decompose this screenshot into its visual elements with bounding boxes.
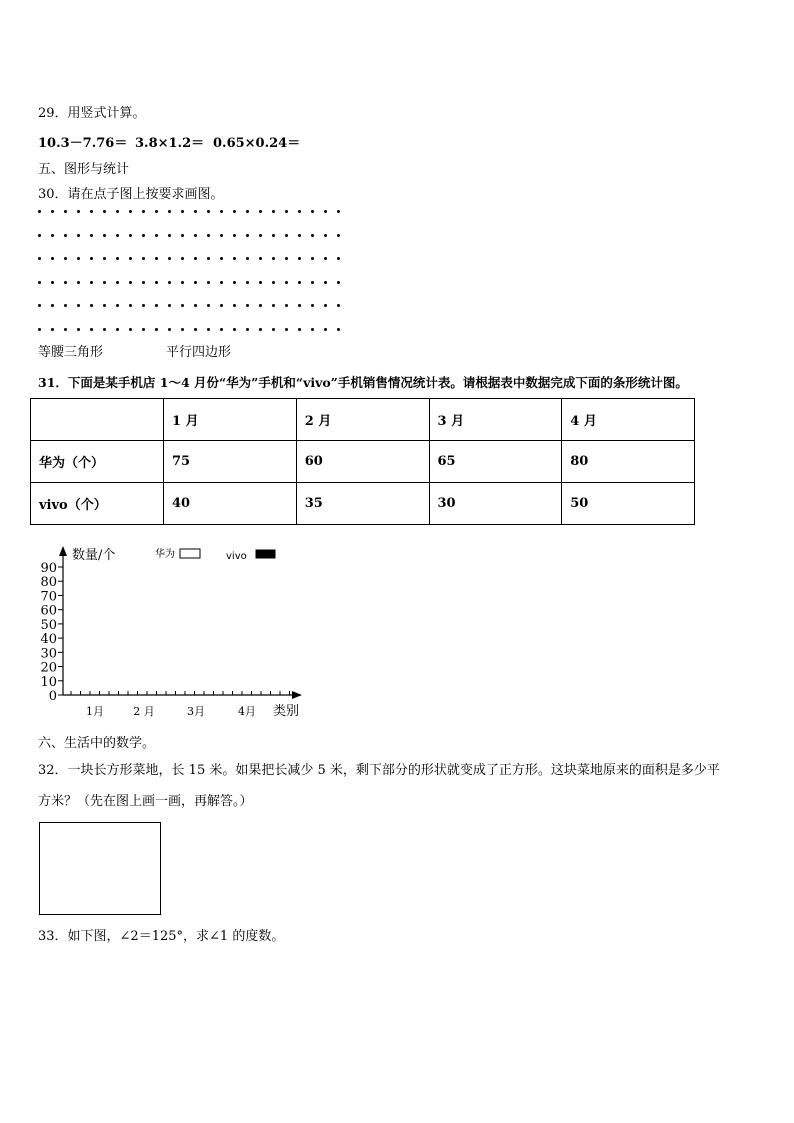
grid-dot[interactable] xyxy=(194,304,197,307)
grid-dot[interactable] xyxy=(77,257,80,260)
grid-dot[interactable] xyxy=(298,210,301,213)
grid-dot[interactable] xyxy=(51,281,54,284)
grid-dot[interactable] xyxy=(38,304,41,307)
table-cell: 40 xyxy=(164,483,297,525)
grid-dot[interactable] xyxy=(246,257,249,260)
table-header-cell: 1 月 xyxy=(164,399,297,441)
y-axis-arrow xyxy=(59,546,67,556)
legend-label-vivo: vivo xyxy=(226,551,247,562)
grid-dot[interactable] xyxy=(142,281,145,284)
bar-chart[interactable] xyxy=(30,538,320,723)
grid-dot[interactable] xyxy=(298,281,301,284)
grid-dot[interactable] xyxy=(246,304,249,307)
grid-dot[interactable] xyxy=(64,234,67,237)
grid-dot[interactable] xyxy=(168,328,171,331)
grid-dot[interactable] xyxy=(298,304,301,307)
legend-swatch-huawei xyxy=(180,549,200,558)
table-header-cell: 4 月 xyxy=(562,399,695,441)
grid-dot[interactable] xyxy=(155,234,158,237)
grid-dot[interactable] xyxy=(220,281,223,284)
grid-dot[interactable] xyxy=(194,281,197,284)
q30-label-parallelogram: 平行四边形 xyxy=(166,345,232,360)
grid-dot[interactable] xyxy=(233,328,236,331)
grid-dot[interactable] xyxy=(142,304,145,307)
table-cell: 80 xyxy=(562,441,695,483)
grid-dot[interactable] xyxy=(142,257,145,260)
grid-dot[interactable] xyxy=(155,304,158,307)
table-cell: 30 xyxy=(429,483,562,525)
grid-dot[interactable] xyxy=(129,328,132,331)
grid-dot[interactable] xyxy=(220,210,223,213)
grid-dot[interactable] xyxy=(103,257,106,260)
grid-dot[interactable] xyxy=(116,257,119,260)
grid-dot[interactable] xyxy=(38,210,41,213)
grid-dot[interactable] xyxy=(233,234,236,237)
grid-dot[interactable] xyxy=(103,234,106,237)
grid-dot[interactable] xyxy=(272,304,275,307)
table-header-cell xyxy=(31,399,164,441)
grid-dot[interactable] xyxy=(259,281,262,284)
y-tick-label: 60 xyxy=(40,603,57,619)
q29-title: 29．用竖式计算。 xyxy=(38,106,146,121)
grid-dot[interactable] xyxy=(259,234,262,237)
table-row xyxy=(31,483,695,525)
section-6-heading: 六、生活中的数学。 xyxy=(38,736,156,751)
grid-dot[interactable] xyxy=(233,304,236,307)
legend-swatch-vivo xyxy=(256,550,275,558)
grid-dot[interactable] xyxy=(116,328,119,331)
grid-dot[interactable] xyxy=(51,328,54,331)
y-tick-label: 10 xyxy=(40,674,57,690)
grid-dot[interactable] xyxy=(155,257,158,260)
grid-dot[interactable] xyxy=(155,328,158,331)
q31-title: 31．下面是某手机店 1～4 月份“华为”手机和“vivo”手机销售情况统计表。请根据表中数据完成下面的条形统计图。 xyxy=(38,375,688,390)
grid-dot[interactable] xyxy=(220,257,223,260)
row-label: 华为（个） xyxy=(31,441,164,483)
grid-dot[interactable] xyxy=(142,210,145,213)
grid-dot[interactable] xyxy=(246,234,249,237)
grid-dot[interactable] xyxy=(259,257,262,260)
grid-dot[interactable] xyxy=(311,210,314,213)
grid-dot[interactable] xyxy=(51,234,54,237)
y-tick-label: 70 xyxy=(40,589,57,605)
grid-dot[interactable] xyxy=(194,234,197,237)
y-axis-label: 数量/个 xyxy=(72,548,116,563)
grid-dot[interactable] xyxy=(207,210,210,213)
rectangle-drawing-box[interactable] xyxy=(39,822,161,915)
grid-dot[interactable] xyxy=(168,304,171,307)
grid-dot[interactable] xyxy=(51,210,54,213)
grid-dot[interactable] xyxy=(220,234,223,237)
grid-dot[interactable] xyxy=(194,257,197,260)
table-header-cell: 3 月 xyxy=(429,399,562,441)
grid-dot[interactable] xyxy=(51,304,54,307)
section-5-heading: 五、图形与统计 xyxy=(38,162,130,177)
grid-dot[interactable] xyxy=(311,304,314,307)
grid-dot[interactable] xyxy=(233,210,236,213)
grid-dot[interactable] xyxy=(272,328,275,331)
grid-dot[interactable] xyxy=(285,328,288,331)
grid-dot[interactable] xyxy=(285,210,288,213)
chart-axes xyxy=(59,546,302,719)
grid-dot[interactable] xyxy=(246,210,249,213)
grid-dot[interactable] xyxy=(246,328,249,331)
y-tick-label: 30 xyxy=(40,646,57,662)
x-category-label: 2 月 xyxy=(133,705,155,718)
grid-dot[interactable] xyxy=(181,257,184,260)
y-axis-ticks xyxy=(40,561,63,704)
x-category-label: 4月 xyxy=(238,705,256,718)
grid-dot[interactable] xyxy=(90,281,93,284)
grid-dot[interactable] xyxy=(168,257,171,260)
grid-dot[interactable] xyxy=(38,257,41,260)
grid-dot[interactable] xyxy=(233,257,236,260)
q30-label-isosceles-triangle: 等腰三角形 xyxy=(38,345,104,360)
grid-dot[interactable] xyxy=(311,257,314,260)
q30-title: 30．请在点子图上按要求画图。 xyxy=(38,187,224,202)
grid-dot[interactable] xyxy=(285,304,288,307)
grid-dot[interactable] xyxy=(181,328,184,331)
grid-dot[interactable] xyxy=(285,281,288,284)
grid-dot[interactable] xyxy=(285,234,288,237)
grid-dot[interactable] xyxy=(168,210,171,213)
grid-dot[interactable] xyxy=(90,328,93,331)
grid-dot[interactable] xyxy=(259,304,262,307)
x-axis-label: 类别 xyxy=(273,704,300,719)
grid-dot[interactable] xyxy=(103,210,106,213)
grid-dot[interactable] xyxy=(324,257,327,260)
row-label: vivo（个） xyxy=(31,483,164,525)
grid-dot[interactable] xyxy=(311,281,314,284)
grid-dot[interactable] xyxy=(194,328,197,331)
grid-dot[interactable] xyxy=(272,234,275,237)
grid-dot[interactable] xyxy=(337,328,340,331)
grid-dot[interactable] xyxy=(103,328,106,331)
grid-dot[interactable] xyxy=(38,234,41,237)
grid-dot[interactable] xyxy=(337,234,340,237)
y-tick-label: 80 xyxy=(40,575,57,591)
grid-dot[interactable] xyxy=(337,281,340,284)
grid-dot[interactable] xyxy=(129,210,132,213)
grid-dot[interactable] xyxy=(220,328,223,331)
grid-dot[interactable] xyxy=(194,210,197,213)
table-cell: 75 xyxy=(164,441,297,483)
y-tick-label: 20 xyxy=(40,660,57,676)
grid-dot[interactable] xyxy=(103,281,106,284)
q32-line-1: 32．一块长方形菜地，长 15 米。如果把长减少 5 米，剩下部分的形状就变成了正方形。这块菜地原来的面积是多少平 xyxy=(38,763,720,778)
y-tick-label: 90 xyxy=(40,561,57,576)
grid-dot[interactable] xyxy=(181,304,184,307)
grid-dot[interactable] xyxy=(324,210,327,213)
grid-dot[interactable] xyxy=(207,257,210,260)
grid-dot[interactable] xyxy=(64,328,67,331)
grid-dot[interactable] xyxy=(38,281,41,284)
grid-dot[interactable] xyxy=(259,328,262,331)
table-header-row xyxy=(31,399,695,441)
grid-dot[interactable] xyxy=(64,257,67,260)
grid-dot[interactable] xyxy=(77,328,80,331)
grid-dot[interactable] xyxy=(285,257,288,260)
grid-dot[interactable] xyxy=(181,234,184,237)
grid-dot[interactable] xyxy=(116,234,119,237)
grid-dot[interactable] xyxy=(77,281,80,284)
grid-dot[interactable] xyxy=(324,328,327,331)
grid-dot[interactable] xyxy=(129,281,132,284)
grid-dot[interactable] xyxy=(64,281,67,284)
grid-dot[interactable] xyxy=(64,304,67,307)
grid-dot[interactable] xyxy=(259,210,262,213)
grid-dot[interactable] xyxy=(246,281,249,284)
grid-dot[interactable] xyxy=(233,281,236,284)
grid-dot[interactable] xyxy=(181,281,184,284)
x-category-label: 3月 xyxy=(187,705,205,718)
grid-dot[interactable] xyxy=(155,281,158,284)
grid-dot[interactable] xyxy=(298,328,301,331)
grid-dot[interactable] xyxy=(155,210,158,213)
grid-dot[interactable] xyxy=(324,281,327,284)
y-tick-label: 50 xyxy=(40,617,57,633)
grid-dot[interactable] xyxy=(311,234,314,237)
table-cell: 60 xyxy=(296,441,429,483)
y-tick-label: 0 xyxy=(48,689,57,704)
grid-dot[interactable] xyxy=(298,257,301,260)
q29-expr-2: 3.8×1.2＝ xyxy=(135,136,205,151)
grid-dot[interactable] xyxy=(90,234,93,237)
sales-table xyxy=(30,398,695,525)
grid-dot[interactable] xyxy=(168,281,171,284)
grid-dot[interactable] xyxy=(207,281,210,284)
grid-dot[interactable] xyxy=(142,234,145,237)
grid-dot[interactable] xyxy=(77,304,80,307)
grid-dot[interactable] xyxy=(168,234,171,237)
grid-dot[interactable] xyxy=(298,234,301,237)
grid-dot[interactable] xyxy=(324,304,327,307)
grid-dot[interactable] xyxy=(103,304,106,307)
grid-dot[interactable] xyxy=(116,210,119,213)
grid-dot[interactable] xyxy=(142,328,145,331)
grid-dot[interactable] xyxy=(90,304,93,307)
grid-dot[interactable] xyxy=(90,210,93,213)
grid-dot[interactable] xyxy=(272,210,275,213)
grid-dot[interactable] xyxy=(220,304,223,307)
grid-dot[interactable] xyxy=(77,234,80,237)
y-tick-label: 40 xyxy=(40,632,57,648)
grid-dot[interactable] xyxy=(116,304,119,307)
grid-dot[interactable] xyxy=(38,328,41,331)
grid-dot[interactable] xyxy=(77,210,80,213)
grid-dot[interactable] xyxy=(272,257,275,260)
grid-dot[interactable] xyxy=(311,328,314,331)
grid-dot[interactable] xyxy=(272,281,275,284)
grid-dot[interactable] xyxy=(129,234,132,237)
q29-expr-3: 0.65×0.24＝ xyxy=(213,136,301,151)
table-header-cell: 2 月 xyxy=(296,399,429,441)
grid-dot[interactable] xyxy=(337,257,340,260)
grid-dot[interactable] xyxy=(324,234,327,237)
grid-dot[interactable] xyxy=(207,234,210,237)
chart-legend xyxy=(155,547,275,562)
grid-dot[interactable] xyxy=(90,257,93,260)
table-row xyxy=(31,441,695,483)
grid-dot[interactable] xyxy=(129,304,132,307)
q29-expr-1: 10.3－7.76＝ xyxy=(38,136,128,151)
table-cell: 50 xyxy=(562,483,695,525)
grid-dot[interactable] xyxy=(51,257,54,260)
grid-dot[interactable] xyxy=(337,210,340,213)
grid-dot[interactable] xyxy=(64,210,67,213)
x-category-label: 1月 xyxy=(86,705,104,718)
grid-dot[interactable] xyxy=(129,257,132,260)
q33-title: 33．如下图，∠2＝125°，求∠1 的度数。 xyxy=(38,929,285,944)
legend-label-huawei: 华为 xyxy=(155,549,175,560)
grid-dot[interactable] xyxy=(116,281,119,284)
grid-dot[interactable] xyxy=(207,304,210,307)
grid-dot[interactable] xyxy=(181,210,184,213)
x-axis-arrow xyxy=(292,691,302,699)
grid-dot[interactable] xyxy=(207,328,210,331)
table-cell: 65 xyxy=(429,441,562,483)
x-axis-labels xyxy=(86,705,256,718)
table-cell: 35 xyxy=(296,483,429,525)
q32-line-2: 方米？（先在图上画一画，再解答。） xyxy=(38,794,253,809)
grid-dot[interactable] xyxy=(337,304,340,307)
